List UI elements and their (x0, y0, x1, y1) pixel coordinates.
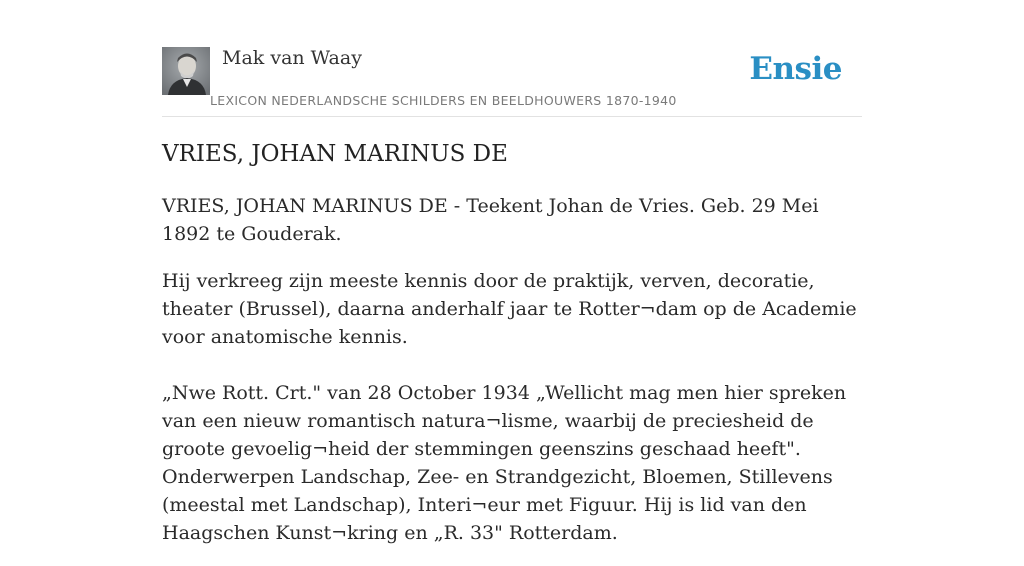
ensie-logo[interactable]: Ensie (749, 51, 842, 87)
author-portrait-icon (162, 47, 210, 95)
page-title: VRIES, JOHAN MARINUS DE (162, 141, 508, 167)
article-paragraph: VRIES, JOHAN MARINUS DE - Teekent Johan de Vries. Geb. 29 Mei 1892 te Gouderak. (162, 195, 819, 245)
author-avatar[interactable] (162, 47, 210, 95)
site-header (162, 46, 862, 117)
author-name[interactable]: Mak van Waay (222, 47, 362, 69)
article-paragraph: Hij verkreeg zijn meeste kennis door de praktijk, verven, decoratie, theater (Brussel), daarna anderhalf jaar te Rotter¬dam op de Academie voor anatomische kennis. (162, 270, 857, 348)
lexicon-subtitle[interactable]: LEXICON NEDERLANDSCHE SCHILDERS EN BEELDHOUWERS 1870-1940 (210, 93, 677, 108)
article-body (162, 192, 864, 566)
article-paragraph: „Nwe Rott. Crt." van 28 October 1934 „Wellicht mag men hier spreken van een nieuw romantisch natura¬lisme, waarbij de preciesheid de groote gevoelig¬heid der stemmingen geenszins geschaad heeft". Onderwerpen Landschap, Zee- en Strandgezicht, Bloemen, Stillevens (meestal met Landschap), Interi¬eur met Figuur. Hij is lid van den Haagschen Kunst¬kring en „R. 33" Rotterdam. (162, 382, 847, 544)
